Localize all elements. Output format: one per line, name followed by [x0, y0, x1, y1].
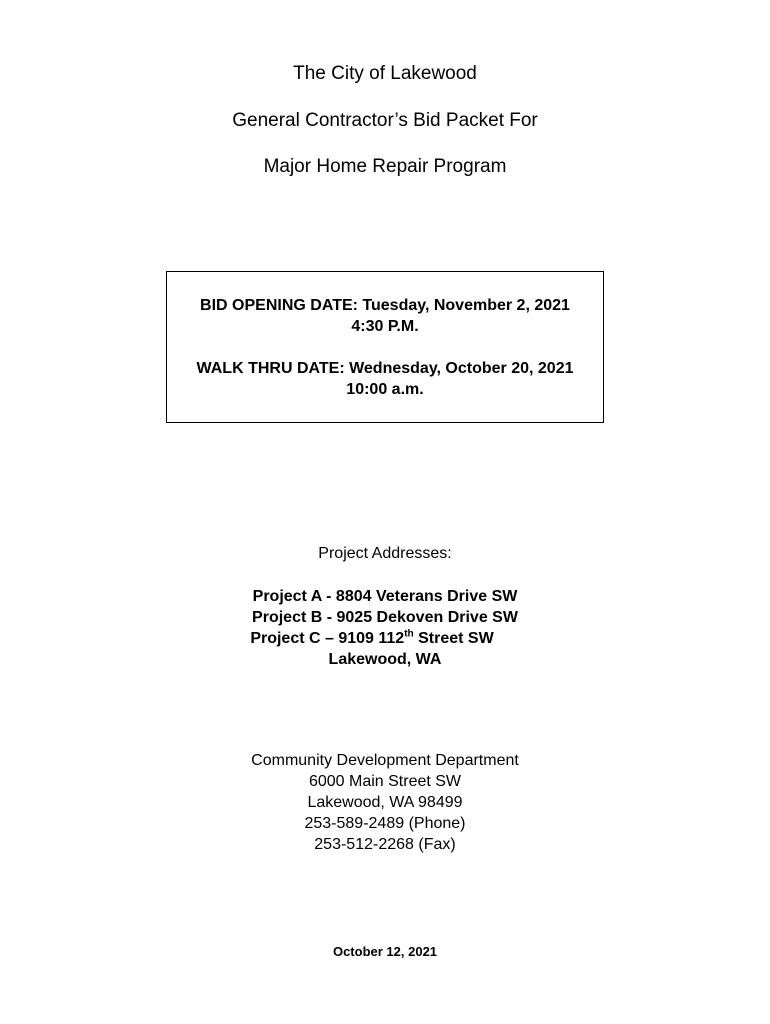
walk-thru-time: 10:00 a.m.: [346, 381, 424, 398]
contact-city-zip: Lakewood, WA 98499: [307, 794, 463, 811]
contact-street: 6000 Main Street SW: [308, 773, 462, 790]
project-address-list: [0, 586, 770, 670]
project-a-address: Project A - 8804 Veterans Drive SW: [252, 588, 518, 605]
title-city: The City of Lakewood: [293, 63, 477, 84]
contact-fax: 253-512-2268 (Fax): [314, 836, 456, 853]
contact-department: Community Development Department: [251, 752, 519, 769]
project-c-suffix: Street SW: [413, 630, 494, 647]
bid-opening-time: 4:30 P.M.: [351, 318, 419, 335]
project-c-address: [0, 628, 770, 649]
bid-dates-box: [166, 271, 604, 423]
project-city: Lakewood, WA: [328, 651, 442, 668]
project-c-prefix: Project C – 9109 112: [250, 630, 405, 647]
project-b-address: Project B - 9025 Dekoven Drive SW: [252, 609, 518, 626]
title-bid-packet: General Contractor’s Bid Packet For: [232, 110, 538, 131]
contact-phone: 253-589-2489 (Phone): [304, 815, 466, 832]
walk-thru-date: WALK THRU DATE: Wednesday, October 20, 2021: [196, 360, 574, 377]
document-date: October 12, 2021: [332, 944, 438, 959]
bid-opening-date: BID OPENING DATE: Tuesday, November 2, 2021: [200, 297, 570, 314]
contact-info: [0, 750, 770, 855]
project-addresses-heading: Project Addresses:: [318, 545, 452, 562]
title-program: Major Home Repair Program: [263, 156, 507, 177]
project-c-ordinal: th: [404, 628, 414, 640]
